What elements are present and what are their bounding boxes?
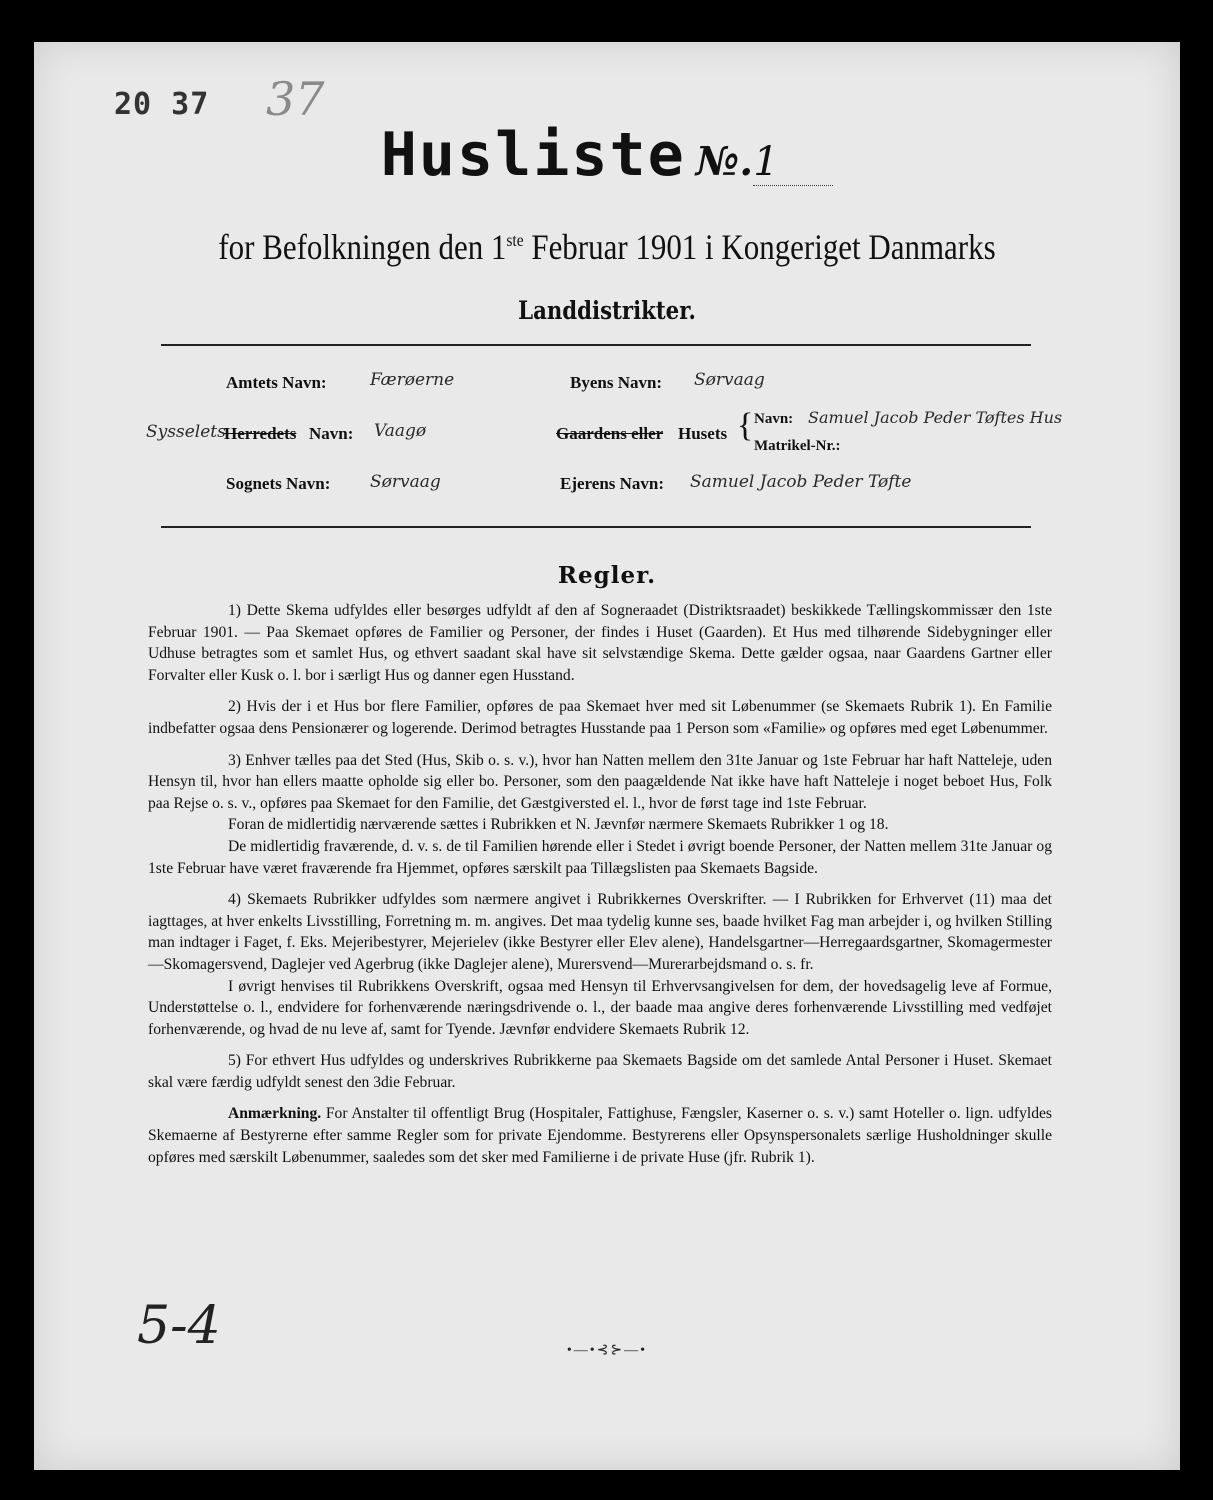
census-form-sheet bbox=[34, 42, 1180, 1470]
top-divider bbox=[161, 344, 1031, 346]
herred-label: Navn: bbox=[309, 424, 354, 443]
herred-struck-label: Herredets bbox=[224, 424, 297, 443]
rule-3-note-n: Foran de midlertidig nærværende sættes i Rubrikken et N. Jævnfør nærmere Skemaets Rubrikker 1 og 18. bbox=[228, 816, 889, 834]
rule-3: 3) Enhver tælles paa det Sted (Hus, Skib o. s. v.), hvor han Natten mellem den 31te Januar og 1ste Februar har haft Natteleje, uden Hensyn til, hvor han ellers maatte opholde sig eller bo. Personer, som den paagældende Nat ikke have haft Natteleje i noget beboet Hus, Folk paa Rejse o. s. v., opføres paa Skemaet for den Familie, det Gæstgiversted el. l., hvor de først tage ind 1ste Februar. bbox=[148, 751, 1052, 812]
form-title bbox=[34, 120, 1180, 190]
gaard-struck-label: Gaardens eller bbox=[556, 424, 664, 443]
herred-handwritten-prefix: Sysselets bbox=[146, 422, 226, 442]
archive-number: 20 37 bbox=[114, 87, 210, 122]
ejer-label: Ejerens Navn: bbox=[560, 474, 665, 493]
rule-5: 5) For ethvert Hus udfyldes og underskrives Rubrikkerne paa Skemaets Bagside om det samlede Antal Personer i Huset. Skemaet skal være færdig udfyldt senest den 3die Februar. bbox=[148, 1052, 1052, 1091]
form-district-heading: Landdistrikter. bbox=[518, 296, 696, 325]
by-label: Byens Navn: bbox=[570, 373, 663, 392]
matrikel-label: Matrikel-Nr.: bbox=[754, 438, 841, 454]
rule-4-further: I øvrigt henvises til Rubrikkens Overskrift, ogsaa med Hensyn til Erhvervsangivelsen for dem, der hovedsagelig leve af Formue, Understøttelse o. l., endvidere for forhenværende næringsdrivende o. l., der baade maa angive deres forhenværende Livsstilling med vedføjet forhenværende, og hvad de nu leve af, samt for Tyende. Jævnfør endvidere Skemaets Rubrik 12. bbox=[148, 977, 1052, 1038]
middle-divider bbox=[161, 526, 1031, 528]
brace-glyph: { bbox=[737, 407, 754, 444]
ejer-value: Samuel Jacob Peder Tøfte bbox=[690, 472, 912, 492]
rule-1: 1) Dette Skema udfyldes eller besørges udfyldt af den af Sogneraadet (Distriktsraadet) beskikkede Tællingskommissær den 1ste Februar 1901. — Paa Skemaet opføres de Familier og Personer, der findes i Huset (Gaarden). Et Hus med tilhørende Sidebygninger eller Udhuse betragtes som et samlet Hus, og ethvert saadant skal have sit selvstændige Skema. Dette gælder ogsaa, naar Gaardens Gartner eller Forvalter eller Kusk o. l. bor i særligt Hus og danner egen Husstand. bbox=[148, 602, 1052, 684]
rules-heading: Regler. bbox=[557, 562, 657, 589]
sogn-value: Sørvaag bbox=[370, 472, 441, 492]
remark-text: For Anstalter til offentligt Brug (Hospitaler, Fattighuse, Fængsler, Kaserner o. s. v.) samt Hoteller o. lign. udfyldes Skemaerne af Bestyrerne efter samme Regler som for private Ejendomme. Bestyrerens eller Opsynspersonalets særlige Husholdninger skulle opføres med særskilt Løbenummer, saaledes som det sker med Familierne i de private Huse (jfr. Rubrik 1). bbox=[148, 1105, 1052, 1166]
rule-2: 2) Hvis der i et Hus bor flere Familier, opføres de paa Skemaet hver med sit Løbenummer (se Skemaets Rubrik 1). En Familie indbefatter ogsaa dens Pensionærer og logerende. Derimod betragtes Husstande paa 1 Person som «Familie» og opføres med eget Løbenummer. bbox=[148, 698, 1052, 737]
ornament-divider: •—•⊰⊱—• bbox=[566, 1343, 648, 1358]
house-list-number: 1 bbox=[753, 139, 833, 186]
number-label: №. bbox=[695, 138, 754, 185]
by-value: Sørvaag bbox=[694, 370, 765, 390]
huset-label: Husets bbox=[678, 424, 728, 443]
house-name-value: Samuel Jacob Peder Tøftes Hus bbox=[808, 408, 1063, 427]
amt-value: Færøerne bbox=[370, 370, 455, 390]
remark-label: Anmærkning. bbox=[228, 1105, 322, 1123]
house-name-label: Navn: bbox=[754, 411, 794, 427]
rule-4: 4) Skemaets Rubrikker udfyldes som nærmere angivet i Rubrikkernes Overskrifter. — I Rubrikken for Erhvervet (11) maa det iagttages, at hver enkelts Livsstilling, Forretning m. m. angives. Det maa tydelig kunne ses, baade hvilket Fag man arbejder i, og hvilken Stilling man indtager i Faget, f. Eks. Mejeribestyrer, Mejerielev (ikke Bestyrer eller Elev alene), Handelsgartner—Herregaardsgartner, Skomagermester—Skomagersvend, Daglejer ved Agerbrug (ikke Daglejer alene), Murersvend—Murerarbejdsmand o. s. fr. bbox=[148, 891, 1052, 973]
herred-value: Vaagø bbox=[374, 421, 427, 441]
archive-handwritten-number: 37 bbox=[266, 72, 325, 126]
sogn-label: Sognets Navn: bbox=[226, 474, 331, 493]
rules-body bbox=[148, 600, 1052, 1178]
form-subtitle: for Befolkningen den 1ste Februar 1901 i Kongeriget Danmarks bbox=[218, 227, 996, 267]
remark bbox=[148, 1103, 1052, 1168]
title-word: Husliste bbox=[380, 120, 686, 190]
rule-3-absent: De midlertidig fraværende, d. v. s. de til Familien hørende eller i Stedet i øvrigt boende Personer, der Natten mellem 31te Januar og 1ste Februar have været fraværende fra Hjemmet, opføres særskilt paa Tillægslisten paa Skemaets Bagside. bbox=[148, 837, 1052, 877]
amt-label: Amtets Navn: bbox=[226, 373, 327, 392]
handwritten-note: 5-4 bbox=[137, 1296, 221, 1356]
